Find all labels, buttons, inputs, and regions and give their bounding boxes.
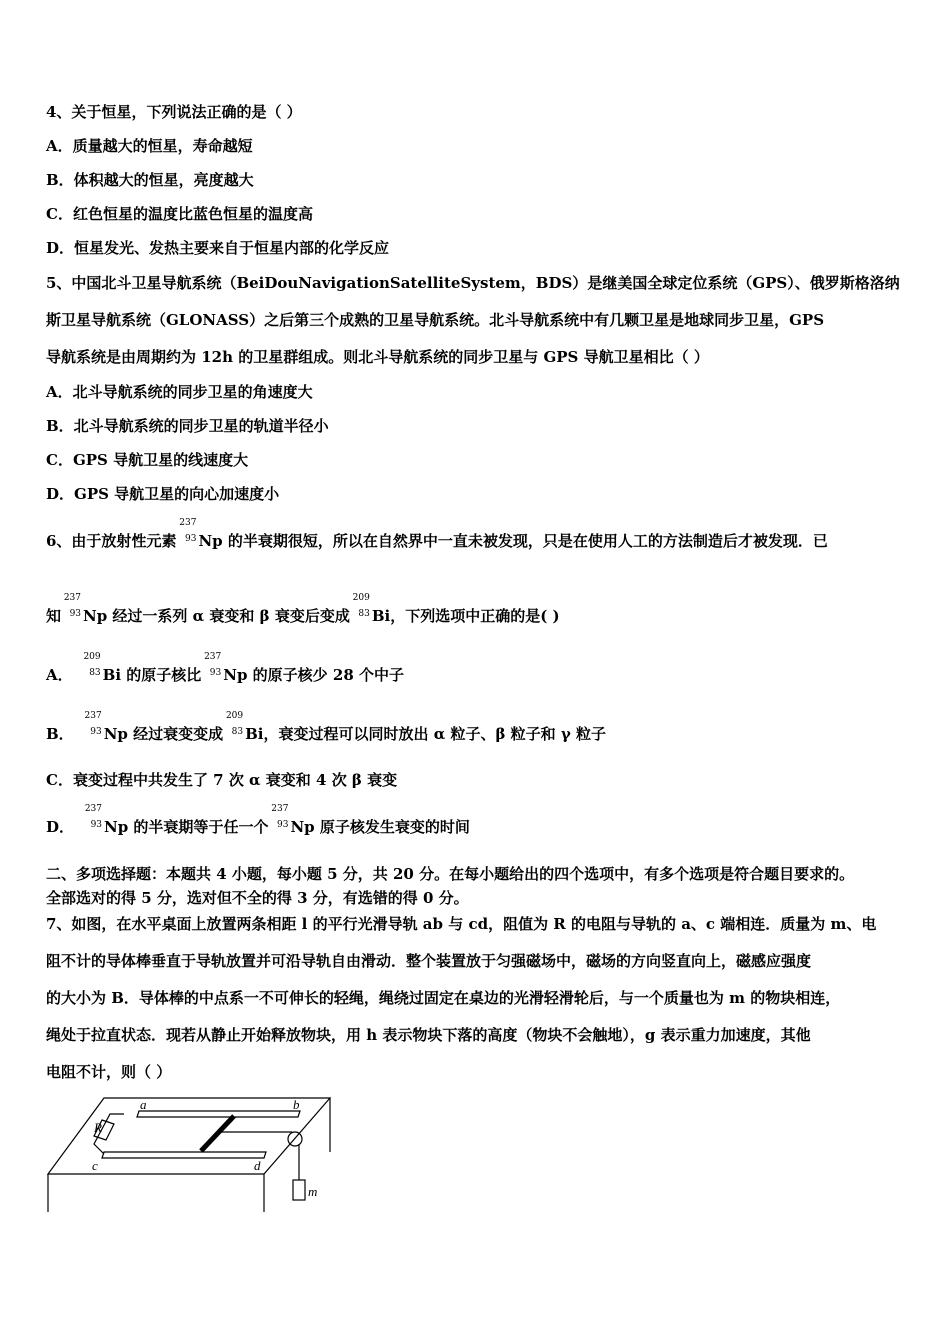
q6-option-c: C．衰变过程中共发生了 7 次 α 衰变和 4 次 β 衰变 xyxy=(46,771,398,789)
q5-option-a: A．北斗导航系统的同步卫星的角速度大 xyxy=(46,383,313,401)
q6-option-d: D． 237 93 Np 的半衰期等于任一个 237 93 Np 原子核发生衰变的时间 xyxy=(46,804,470,836)
q5-stem-line-3: 导航系统是由周期约为 12h 的卫星群组成。则北斗导航系统的同步卫星与 GPS 导航卫星相比（ ） xyxy=(46,348,709,366)
np-nuclide-symbol: 237 93 xyxy=(63,593,82,619)
q6-stem-line-1: 6、由于放射性元素 237 93 Np 的半衰期很短，所以在自然界中一直未被发现，只是在使用人工的方法制造后才被发现．已 xyxy=(46,518,828,550)
table-top xyxy=(48,1098,330,1174)
bi-nuclide-symbol: 209 83 xyxy=(83,652,101,678)
bi-nuclide-symbol: 209 83 xyxy=(352,593,370,619)
q5-option-b: B．北斗导航系统的同步卫星的轨道半径小 xyxy=(46,417,329,435)
q6-stem-line-2: 知 237 93 Np 经过一系列 α 衰变和 β 衰变后变成 209 83 Bi，下列选项中正确的是( ) xyxy=(46,593,560,625)
label-c: c xyxy=(92,1158,98,1173)
table-front xyxy=(48,1098,330,1212)
q4-option-b: B．体积越大的恒星，亮度越大 xyxy=(46,171,254,189)
q4-option-a: A．质量越大的恒星，寿命越短 xyxy=(46,137,253,155)
rail-ab xyxy=(137,1111,300,1117)
label-a: a xyxy=(140,1097,147,1112)
q6-option-b: B． 237 93 Np 经过衰变变成 209 83 Bi，衰变过程可以同时放出 α 粒子、β 粒子和 γ 粒子 xyxy=(46,711,607,743)
np-nuclide-symbol: 237 93 xyxy=(84,711,102,737)
q4-option-d: D．恒星发光、发热主要来自于恒星内部的化学反应 xyxy=(46,239,390,257)
label-d: d xyxy=(254,1158,261,1173)
q7-stem-line-5: 电阻不计，则（ ） xyxy=(46,1063,172,1081)
q5-option-c: C．GPS 导航卫星的线速度大 xyxy=(46,451,249,469)
q5-stem-line-1: 5、中国北斗卫星导航系统（BeiDouNavigationSatelliteSystem，BDS）是继美国全球定位系统（GPS）、俄罗斯格洛纳 xyxy=(46,274,900,292)
q5-stem-line-2: 斯卫星导航系统（GLONASS）之后第三个成熟的卫星导航系统。北斗导航系统中有几颗卫星是地球同步卫星，GPS xyxy=(46,311,825,329)
section2-heading-line-1: 二、多项选择题：本题共 4 小题，每小题 5 分，共 20 分。在每小题给出的四个选项中，有多个选项是符合题目要求的。 xyxy=(46,865,855,883)
q7-figure xyxy=(44,1092,344,1217)
np-nuclide-symbol: 237 93 xyxy=(179,518,197,544)
np-nuclide-symbol: 237 93 xyxy=(271,804,289,830)
q7-stem-line-1: 7、如图，在水平桌面上放置两条相距 l 的平行光滑导轨 ab 与 cd，阻值为 R 的电阻与导轨的 a、c 端相连．质量为 m、电 xyxy=(46,915,877,933)
q4-option-c: C．红色恒星的温度比蓝色恒星的温度高 xyxy=(46,205,313,223)
label-r: R xyxy=(94,1120,102,1135)
q7-stem-line-3: 的大小为 B．导体棒的中点系一不可伸长的轻绳，绳绕过固定在桌边的光滑轻滑轮后，与一个质量也为 m 的物块相连， xyxy=(46,989,841,1007)
rail-cd xyxy=(102,1152,266,1158)
np-nuclide-symbol: 237 93 xyxy=(84,804,103,830)
q6-option-a: A． 209 83 Bi 的原子核比 237 93 Np 的原子核少 28 个中子 xyxy=(46,652,404,684)
label-b: b xyxy=(293,1097,300,1112)
conducting-rod xyxy=(201,1116,234,1151)
block-m xyxy=(293,1180,305,1200)
q7-stem-line-4: 绳处于拉直状态．现若从静止开始释放物块，用 h 表示物块下落的高度（物块不会触地），g 表示重力加速度，其他 xyxy=(46,1026,811,1044)
q7-stem-line-2: 阻不计的导体棒垂直于导轨放置并可沿导轨自由滑动．整个装置放于匀强磁场中，磁场的方向竖直向上，磁感应强度 xyxy=(46,952,812,970)
np-nuclide-symbol: 237 93 xyxy=(204,652,222,678)
q5-option-d: D．GPS 导航卫星的向心加速度小 xyxy=(46,485,280,503)
label-m: m xyxy=(308,1184,318,1199)
q4-stem: 4、关于恒星，下列说法正确的是（ ） xyxy=(46,103,302,121)
bi-nuclide-symbol: 209 83 xyxy=(225,711,244,737)
section2-heading-line-2: 全部选对的得 5 分，选对但不全的得 3 分，有选错的得 0 分。 xyxy=(46,889,469,907)
